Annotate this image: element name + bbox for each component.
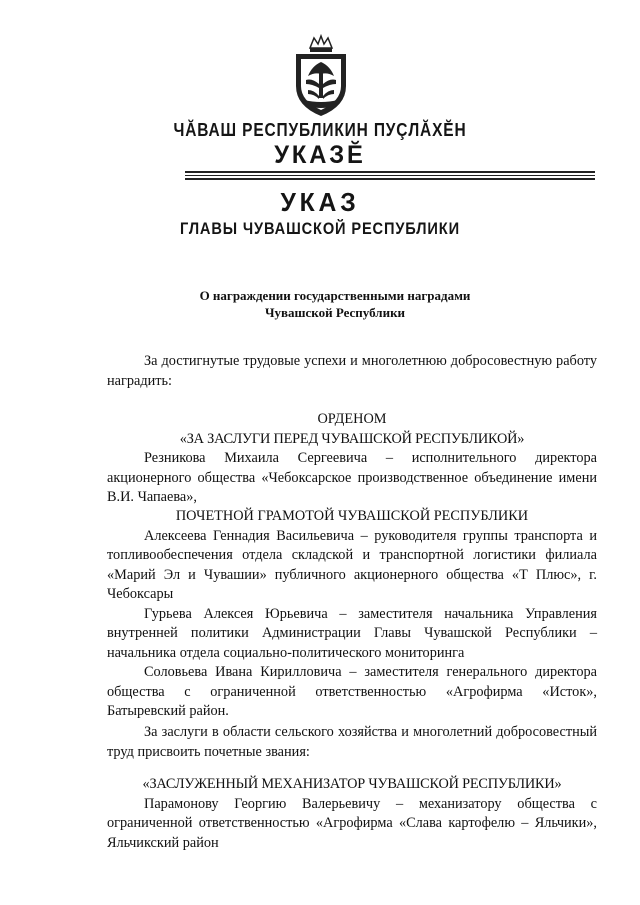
header-rule-middle	[185, 175, 595, 176]
russian-decree-subtitle: ГЛАВЫ ЧУВАШСКОЙ РЕСПУБЛИКИ	[180, 219, 460, 238]
honorary-title-section	[107, 775, 597, 853]
header-rule-bottom	[185, 178, 595, 180]
chuvash-coat-of-arms-icon	[288, 34, 354, 118]
intro-paragraph: За достигнутые трудовые успехи и многолетнюю добросовестную работу наградить:	[107, 353, 597, 389]
gramota-heading: ПОЧЕТНОЙ ГРАМОТОЙ ЧУВАШСКОЙ РЕСПУБЛИКИ	[175, 508, 529, 524]
gramota-recipient-paragraph: Соловьева Ивана Кирилловича – заместителя генерального директора общества с ограниченной ответственностью «Агрофирма «Исток», Батыревский район.	[107, 664, 597, 719]
intro-paragraph-block	[107, 352, 597, 391]
order-name: «ЗА ЗАСЛУГИ ПЕРЕД ЧУВАШСКОЙ РЕСПУБЛИКОЙ»	[179, 430, 525, 447]
order-recipient-paragraph: Резникова Михаила Сергеевича – исполнительного директора акционерного общества «Чебоксарское производственное объединение имени В.И. Чапаева»,	[107, 450, 597, 505]
decree-subject	[150, 287, 520, 321]
titles-intro-paragraph: За заслуги в области сельского хозяйства и многолетний добросовестный труд присвоить почетные звания:	[107, 724, 597, 760]
chuvash-decree-title: УКАЗĔ	[274, 141, 366, 169]
subject-line-2: Чувашской Республики	[264, 305, 406, 320]
subject-line-1: О награждении государственными наградами	[199, 288, 471, 303]
gramota-recipient-paragraph: Гурьева Алексея Юрьевича – заместителя начальника Управления внутренней политики Администрации Главы Чувашской Республики – начальника отдела социально-политического мониторинга	[107, 605, 597, 661]
chuvash-header-line: ЧĂВАШ РЕСПУБЛИКИН ПУÇЛĂХĔН	[173, 120, 467, 140]
order-heading: ОРДЕНОМ	[317, 411, 387, 427]
order-section	[107, 410, 597, 508]
header-rule-top	[185, 171, 595, 173]
gramota-section	[107, 507, 597, 722]
russian-decree-title: УКАЗ	[280, 187, 360, 217]
gramota-recipient-paragraph: Алексеева Геннадия Васильевича – руководителя группы транспорта и топливообеспечения отдела складской и транспортной логистики филиала «Марий Эл и Чувашии» публичного акционерного общества «Т Плюс», г. Чебоксары	[107, 527, 597, 602]
honorary-title-recipient-paragraph: Парамонову Георгию Валерьевичу – механизатору общества с ограниченной ответственностью «Агрофирма «Слава картофелю – Яльчики», Яльчикский район	[107, 795, 597, 851]
honorary-title-heading: «ЗАСЛУЖЕННЫЙ МЕХАНИЗАТОР ЧУВАШСКОЙ РЕСПУБЛИКИ»	[142, 776, 562, 792]
titles-intro-block	[107, 723, 597, 762]
